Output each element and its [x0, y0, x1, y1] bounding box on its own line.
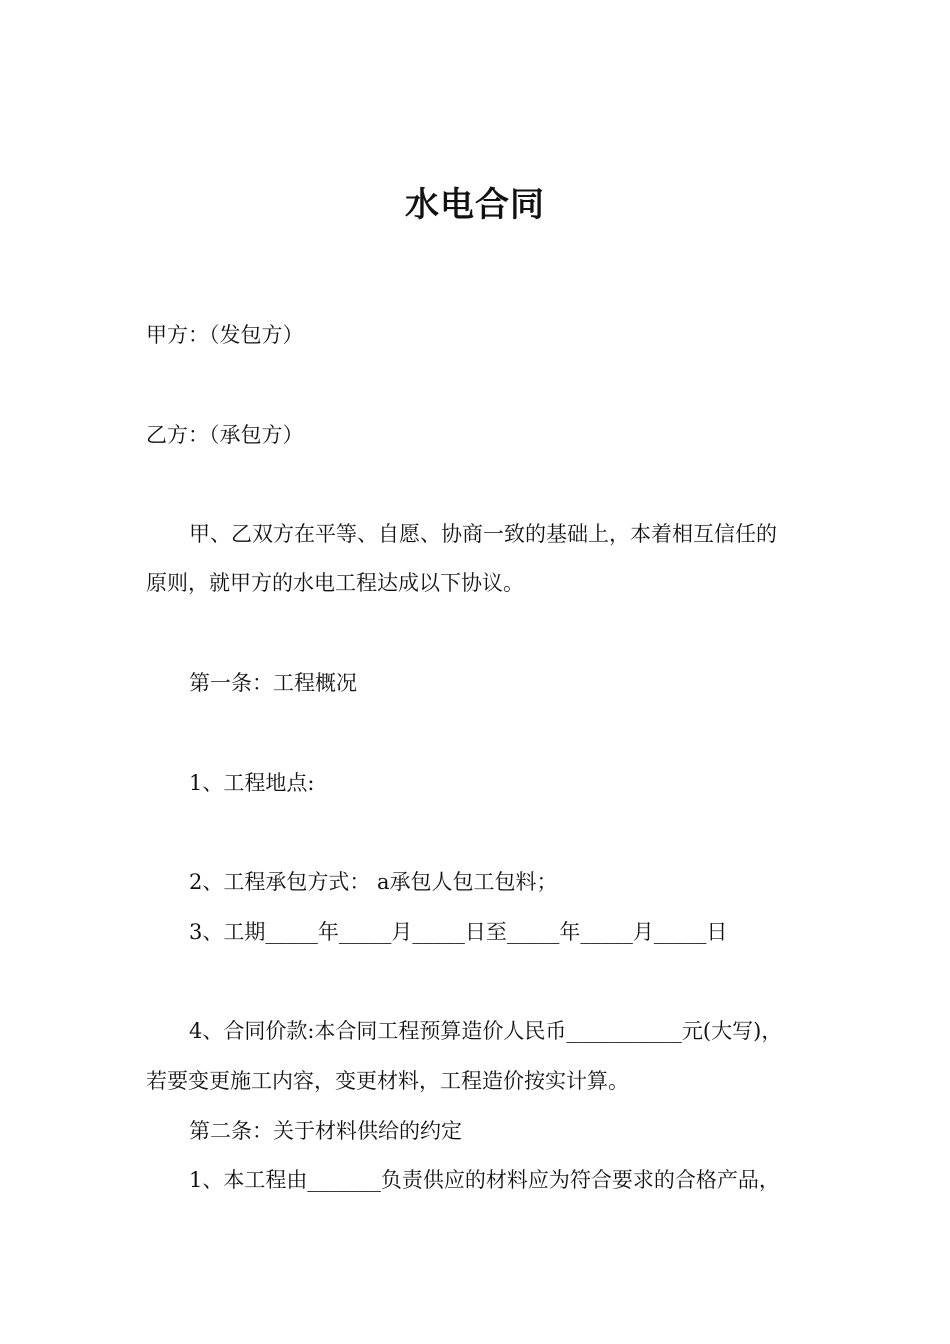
article-1-item-4-line-2: 若要变更施工内容，变更材料，工程造价按实计算。	[146, 1069, 629, 1093]
article-1-item-1: 1、工程地点:	[189, 771, 315, 795]
article-1-item-2: 2、工程承包方式： a承包人包工包料；	[189, 870, 558, 894]
article-1-item-4-line-1: 4、合同价款:本合同工程预算造价人民币___________元(大写)，	[189, 1019, 783, 1043]
document-title: 水电合同	[405, 185, 545, 225]
article-1-item-3: 3、工期_____年_____月_____日至_____年_____月_____日	[189, 920, 728, 944]
article-1-heading: 第一条：工程概况	[189, 671, 357, 695]
intro-paragraph-line-1: 甲、乙双方在平等、自愿、协商一致的基础上，本着相互信任的	[189, 522, 777, 546]
article-2-item-1: 1、本工程由_______负责供应的材料应为符合要求的合格产品，	[189, 1168, 780, 1192]
intro-paragraph-line-2: 原则，就甲方的水电工程达成以下协议。	[146, 571, 524, 595]
article-2-heading: 第二条：关于材料供给的约定	[189, 1119, 462, 1143]
party-a-line: 甲方：（发包方）	[146, 323, 304, 347]
party-b-line: 乙方：（承包方）	[146, 423, 304, 447]
